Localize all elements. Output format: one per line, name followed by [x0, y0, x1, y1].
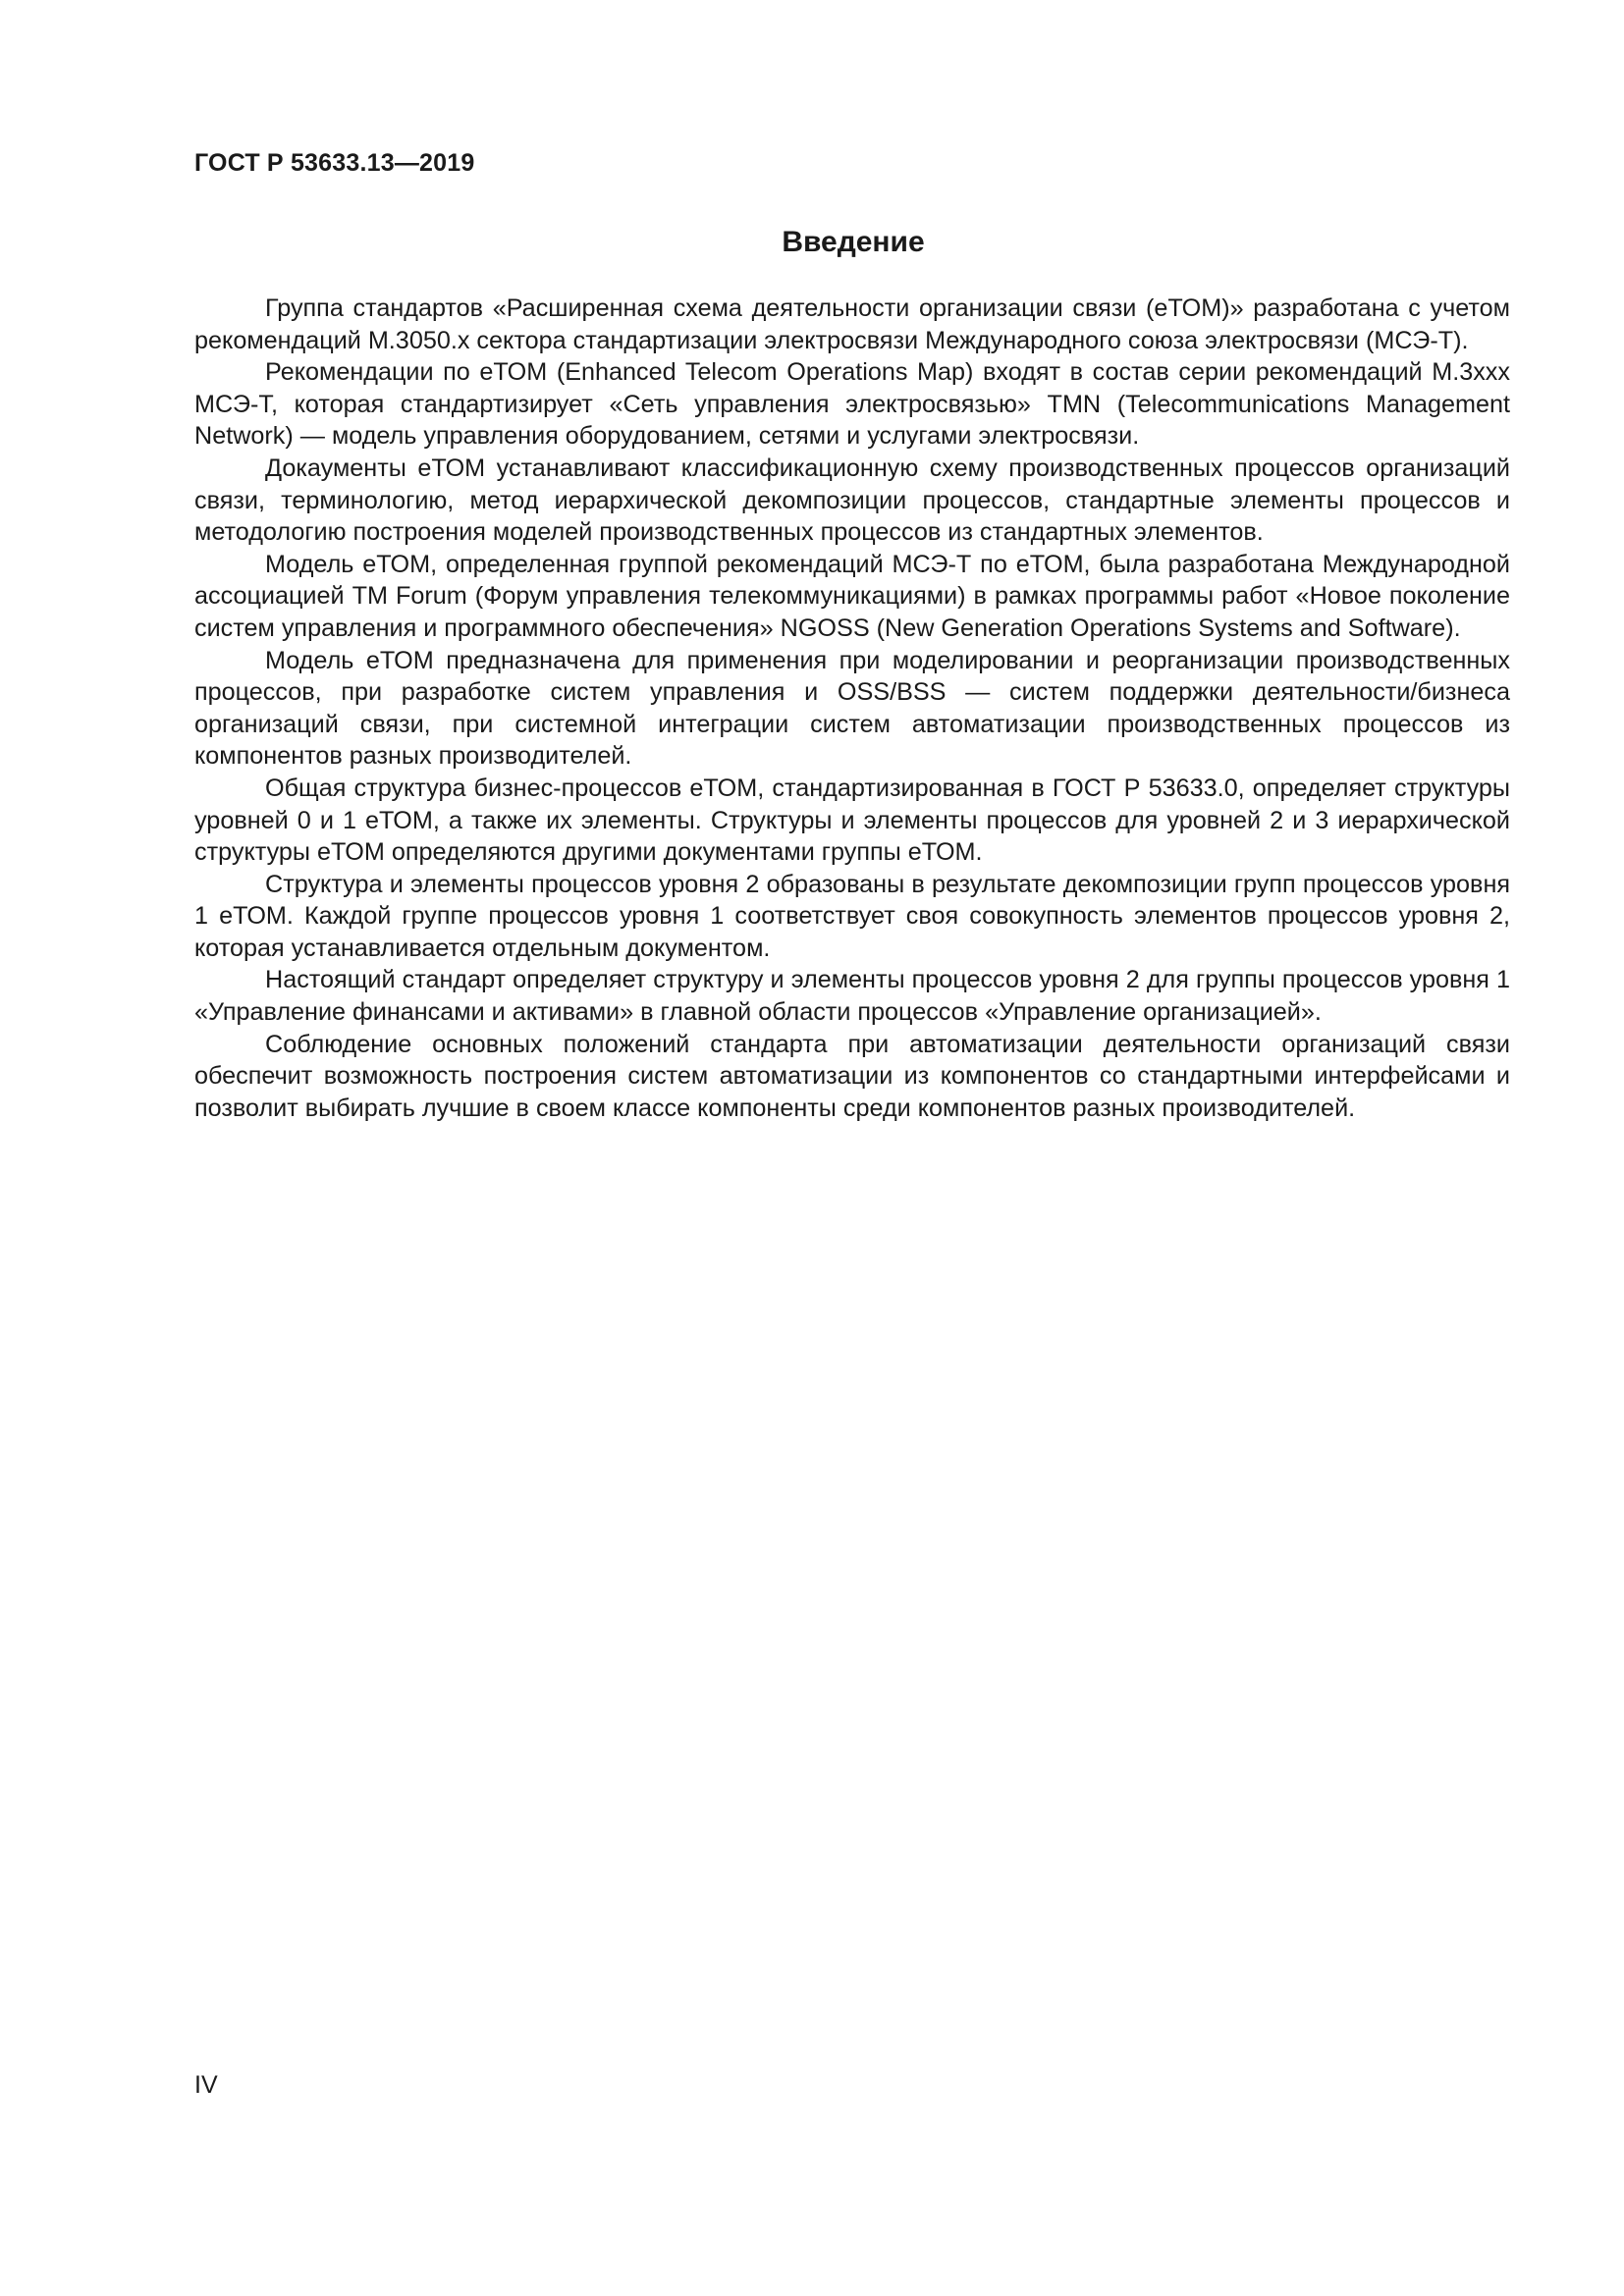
introduction-body [194, 293, 1510, 1124]
paragraph: Общая структура бизнес-процессов еТОМ, стандартизированная в ГОСТ Р 53633.0, определяет структуры уровней 0 и 1 еТОМ, а также их элементы. Структуры и элементы процессов для уровней 2 и 3 иерархической структуры еТОМ определяются другими документами группы еТОМ. [194, 774, 1510, 867]
paragraph: Соблюдение основных положений стандарта при автоматизации деятельности организаций связи обеспечит возможность построения систем автоматизации из компонентов со стандартными интерфейсами и позволит выбирать лучшие в своем классе компоненты среди компонентов разных производителей. [194, 1030, 1510, 1122]
paragraph: Докаументы еТОМ устанавливают классификационную схему производственных процессов организаций связи, терминологию, метод иерархической декомпозиции процессов, стандартные элементы процессов и методологию построения моделей производственных процессов из стандартных элементов. [194, 454, 1510, 547]
page-number: IV [194, 2071, 218, 2099]
section-title: Введение [782, 226, 925, 258]
paragraph: Рекомендации по еТОМ (Enhanced Telecom Operations Map) входят в состав серии рекомендаций М.3ххх МСЭ-Т, которая стандартизирует «Сеть управления электросвязью» TMN (Telecommunications Management Network) — модель управления оборудованием, сетями и услугами электросвязи. [194, 358, 1510, 451]
paragraph: Группа стандартов «Расширенная схема деятельности организации связи (еТОМ)» разработана с учетом рекомендаций М.3050.х сектора стандартизации электросвязи Международного союза электросвязи (МСЭ-Т). [194, 294, 1510, 354]
paragraph: Модель еТОМ предназначена для применения при моделировании и реорганизации производственных процессов, при разработке систем управления и OSS/BSS — систем поддержки деятельности/бизнеса организаций связи, при системной интеграции систем автоматизации производственных процессов из компонентов разных производителей. [194, 646, 1510, 771]
paragraph: Структура и элементы процессов уровня 2 образованы в результате декомпозиции групп процессов уровня 1 еТОМ. Каждой группе процессов уровня 1 соответствует своя совокупность элементов процессов уровня 2, которая устанавливается отдельным документом. [194, 870, 1510, 962]
standard-designation: ГОСТ Р 53633.13—2019 [194, 149, 475, 177]
paragraph: Модель еТОМ, определенная группой рекомендаций МСЭ-Т по еТОМ, была разработана Международной ассоциацией TM Forum (Форум управления телекоммуникациями) в рамках программы работ «Новое поколение систем управления и программного обеспечения» NGOSS (New Generation Operations Systems and Software). [194, 550, 1510, 642]
paragraph: Настоящий стандарт определяет структуру и элементы процессов уровня 2 для группы процессов уровня 1 «Управление финансами и активами» в главной области процессов «Управление организацией». [194, 966, 1510, 1027]
